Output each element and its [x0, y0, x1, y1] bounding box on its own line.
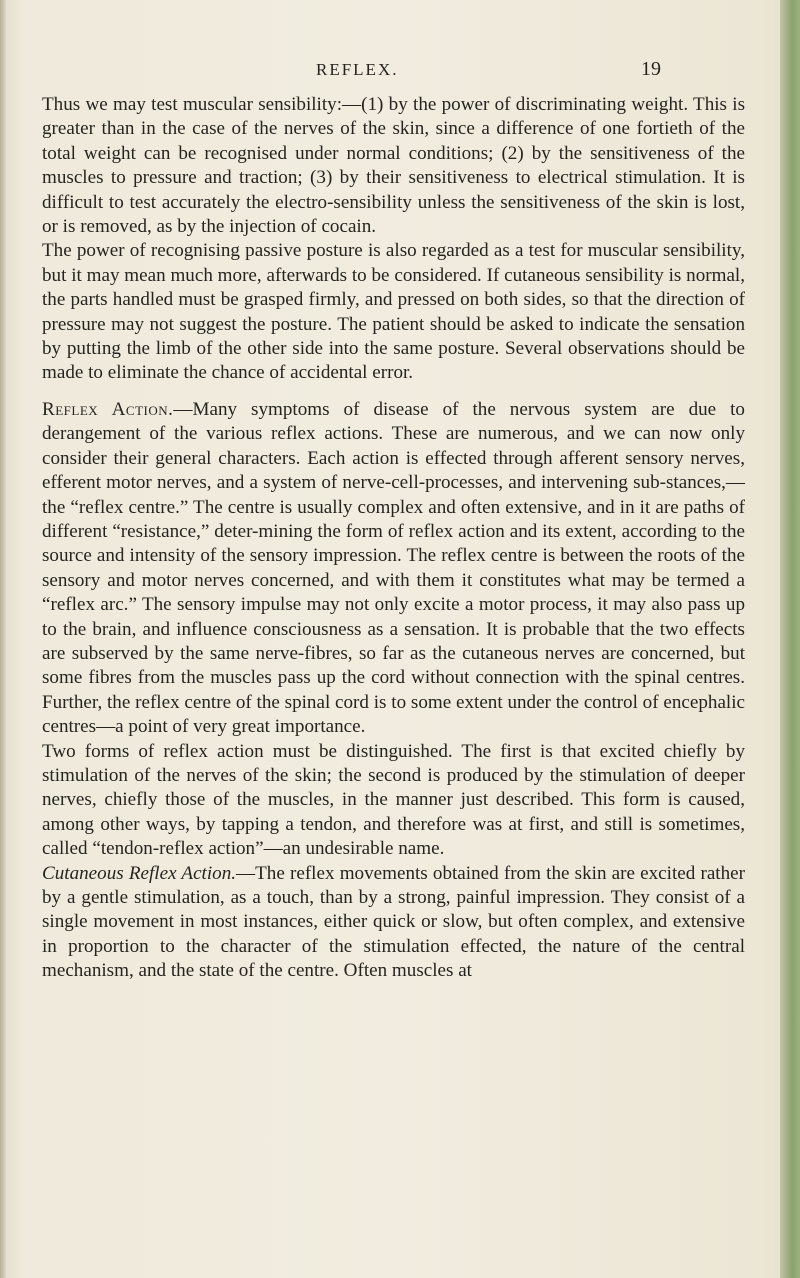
- paragraph-text: —The reflex movements obtained from the skin are excited rather by a gentle stimulation, as a touch, than by a strong, painful impression. They consist of a single movement in most instances, either quick or slow, but often complex, and extensive in proportion to the character of the stimulation effected, the nature of the central mechanism, and the state of the centre. Often muscles at: [42, 862, 745, 982]
- paragraph-cutaneous-reflex: [42, 862, 745, 984]
- paragraph-reflex-action: [42, 398, 745, 740]
- page-edge-stain: [780, 0, 800, 1278]
- paragraph-text: —Many symptoms of disease of the nervous system are due to derangement of the various reflex actions. These are numerous, and we can now only consider their general characters. Each action is effected through afferent sensory nerves, efferent motor nerves, and a system of nerve-cell-processes, and intervening sub-stances,—the “reflex centre.” The centre is usually complex and often extensive, and in it are paths of different “resistance,” deter-mining the form of reflex action and its extent, according to the source and intensity of the sensory impression. The reflex centre is between the roots of the sensory and motor nerves concerned, and with them it constitutes what may be termed a “reflex arc.” The sensory impulse may not only excite a motor process, it may also pass up to the brain, and influence consciousness as a sensation. It is probable that the two effects are subserved by the same nerve-fibres, so far as the cutaneous nerves are concerned, but some fibres from the muscles pass up the cord without connection with the spinal centres. Further, the reflex centre of the spinal cord is to some extent under the control of encephalic centres—a point of very great importance.: [42, 398, 745, 738]
- paragraph-text: The power of recognising passive posture is also regarded as a test for muscular sensibility, but it may mean much more, afterwards to be considered. If cutaneous sensibility is normal, the parts handled must be grasped firmly, and pressed on both sides, so that the direction of pressure may not suggest the posture. The patient should be asked to indicate the sensation by putting the limb of the other side into the same posture. Several observations should be made to eliminate the chance of accidental error.: [42, 240, 745, 384]
- paragraph-passive-posture: [42, 239, 745, 385]
- page-number: 19: [641, 58, 661, 80]
- subsection-heading-cutaneous-reflex: Cutaneous Reflex Action.: [42, 862, 237, 884]
- paragraph-two-forms: [42, 740, 745, 862]
- section-heading-reflex-action: Reflex Action.: [42, 398, 174, 420]
- body-text: [42, 93, 745, 984]
- page-gutter-shadow: [0, 0, 6, 1278]
- paragraph-text: Thus we may test muscular sensibility:—(1) by the power of discriminating weight. This is greater than in the case of the nerves of the skin, since a difference of one fortieth of the total weight can be recognised under normal conditions; (2) by the sensitiveness of the muscles to pressure and traction; (3) by their sensitiveness to electrical stimulation. It is difficult to test accurately the electro-sensibility unless the sensitiveness of the skin is lost, or is removed, as by the injection of cocain.: [42, 94, 745, 238]
- paragraph-text: Two forms of reflex action must be distinguished. The first is that excited chiefly by stimulation of the nerves of the skin; the second is produced by the stimulation of deeper nerves, chiefly those of the muscles, in the manner just described. This form is caused, among other ways, by tapping a tendon, and therefore was at first, and still is sometimes, called “tendon-reflex action”—an undesirable name.: [42, 740, 745, 860]
- running-head: REFLEX.: [316, 60, 399, 79]
- paragraph-muscular-sensibility: [42, 93, 745, 239]
